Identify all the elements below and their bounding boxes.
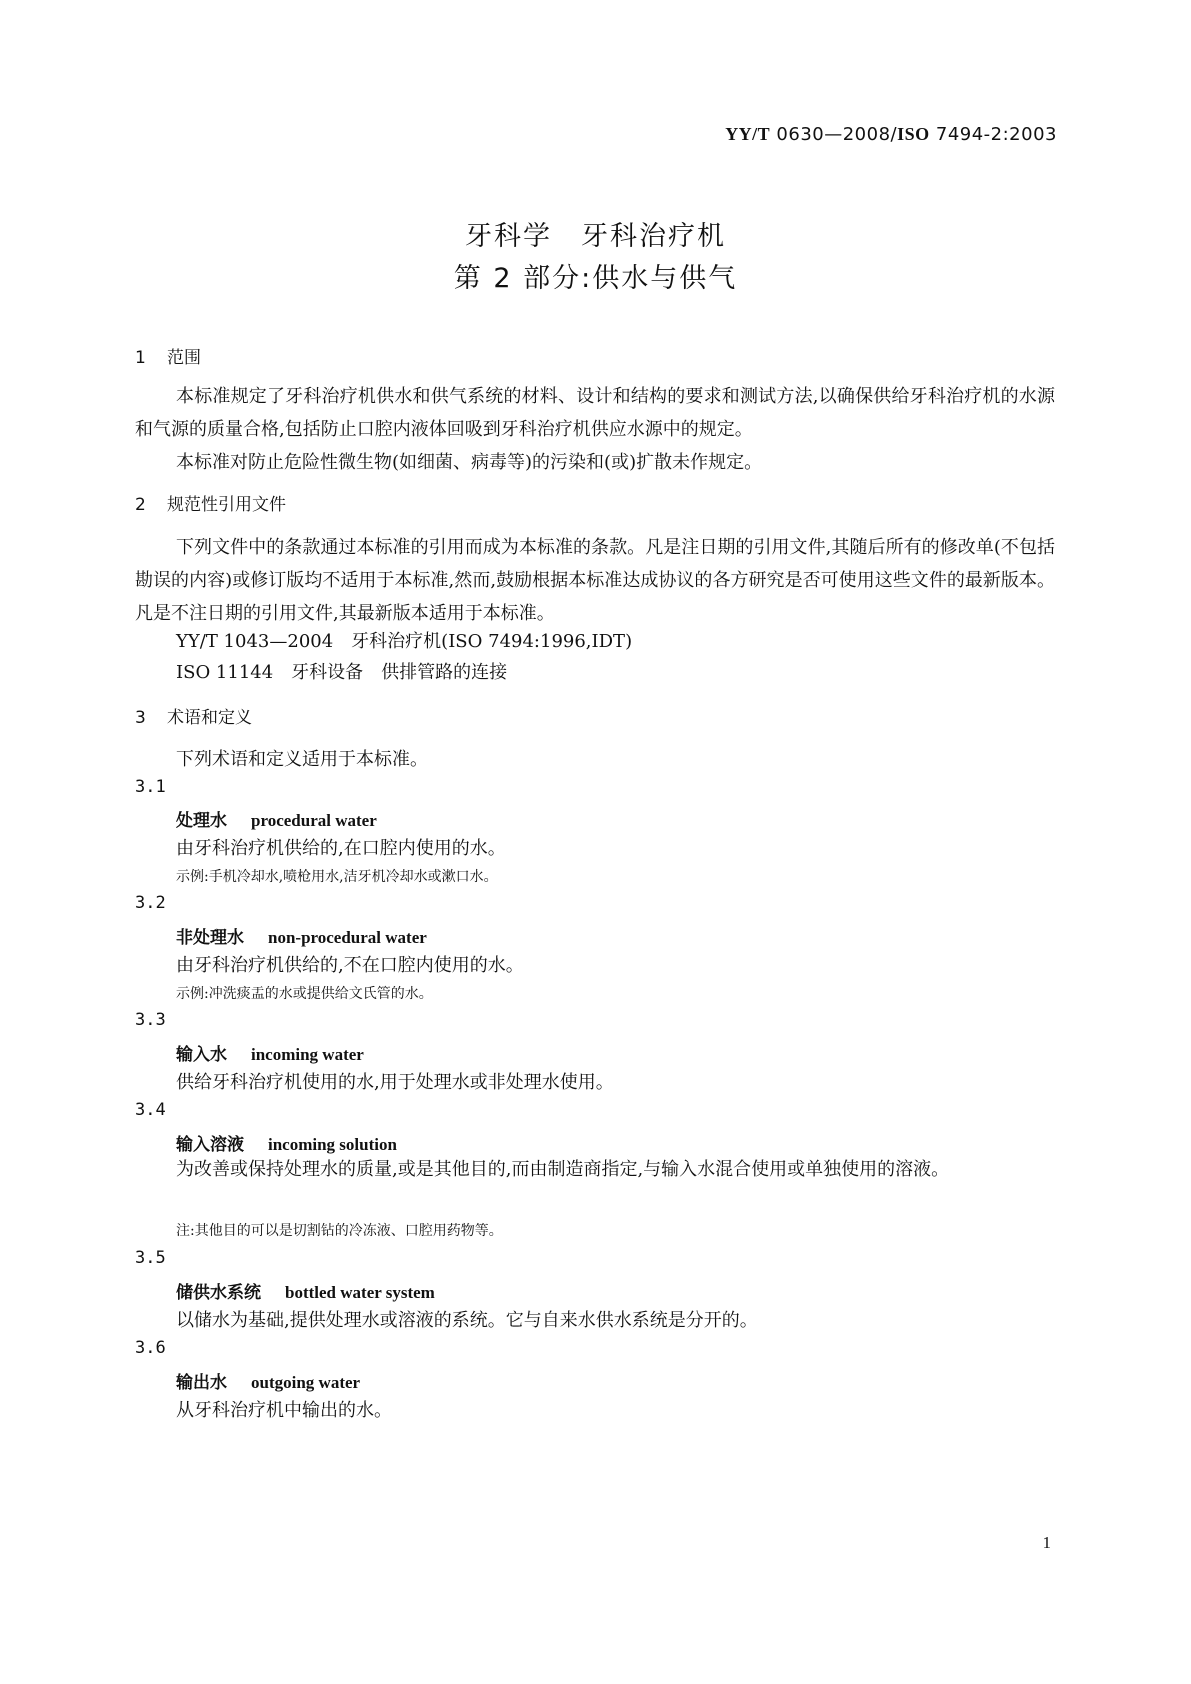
section-1-heading <box>135 343 201 368</box>
term-3-2-example: 示例:冲洗痰盂的水或提供给文氏管的水。 <box>176 986 433 1002</box>
section-1-paragraph-1: 本标准规定了牙科治疗机供水和供气系统的材料、设计和结构的要求和测试方法,以确保供给牙科治疗机的水源和气源的质量合格,包括防止口腔内液体回吸到牙科治疗机供应水源中的规定。 <box>135 386 1055 440</box>
term-3-1-en: procedural water <box>251 811 377 830</box>
reference-2: ISO 11144 牙科设备 供排管路的连接 <box>176 662 508 683</box>
section-3-number: 3 <box>135 708 146 728</box>
code-suffix: 7494-2:2003 <box>929 124 1057 145</box>
term-3-4-note: 注:其他目的可以是切割钻的冷冻液、口腔用药物等。 <box>176 1223 503 1239</box>
term-3-1-heading <box>176 806 377 831</box>
term-3-2-number: 3.2 <box>135 893 166 913</box>
term-3-2-en: non-procedural water <box>268 928 427 947</box>
page-number: 1 <box>1042 1533 1051 1552</box>
section-1-title: 范围 <box>167 348 201 368</box>
section-2-title: 规范性引用文件 <box>167 495 286 515</box>
term-3-6-definition: 从牙科治疗机中输出的水。 <box>176 1400 392 1421</box>
term-3-4-heading <box>176 1130 397 1155</box>
term-3-5-number: 3.5 <box>135 1248 166 1268</box>
term-3-3-definition: 供给牙科治疗机使用的水,用于处理水或非处理水使用。 <box>176 1072 614 1093</box>
term-3-4-number: 3.4 <box>135 1100 166 1120</box>
term-3-5-heading <box>176 1278 435 1303</box>
term-3-3-heading <box>176 1040 364 1065</box>
section-1-number: 1 <box>135 348 146 368</box>
term-3-5-en: bottled water system <box>285 1283 435 1302</box>
term-3-1-definition: 由牙科治疗机供给的,在口腔内使用的水。 <box>176 838 506 859</box>
section-3-title: 术语和定义 <box>167 708 252 728</box>
code-iso: ISO <box>897 124 930 144</box>
document-title-line1: 牙科学 牙科治疗机 <box>465 221 726 252</box>
code-mid: 0630—2008/ <box>770 124 898 145</box>
term-3-2-cn: 非处理水 <box>176 928 244 948</box>
term-3-3-number: 3.3 <box>135 1010 166 1030</box>
term-3-5-cn: 储供水系统 <box>176 1283 261 1303</box>
term-3-4-cn: 输入溶液 <box>176 1135 244 1155</box>
section-2-paragraph-1: 下列文件中的条款通过本标准的引用而成为本标准的条款。凡是注日期的引用文件,其随后所有的修改单(不包括勘误的内容)或修订版均不适用于本标准,然而,鼓励根据本标准达成协议的各方研究是否可使用这些文件的最新版本。凡是不注日期的引用文件,其最新版本适用于本标准。 <box>135 537 1055 624</box>
term-3-2-definition: 由牙科治疗机供给的,不在口腔内使用的水。 <box>176 955 524 976</box>
term-3-1-cn: 处理水 <box>176 811 227 831</box>
term-3-6-heading <box>176 1368 360 1393</box>
section-3-heading <box>135 703 252 728</box>
term-3-2-heading <box>176 923 427 948</box>
term-3-3-en: incoming water <box>251 1045 364 1064</box>
standard-code <box>725 124 1057 145</box>
term-3-1-example: 示例:手机冷却水,喷枪用水,洁牙机冷却水或漱口水。 <box>176 869 498 885</box>
term-3-6-cn: 输出水 <box>176 1373 227 1393</box>
section-3-intro: 下列术语和定义适用于本标准。 <box>176 749 428 770</box>
term-3-4-definition: 为改善或保持处理水的质量,或是其他目的,而由制造商指定,与输入水混合使用或单独使用的溶液。 <box>176 1159 950 1180</box>
term-3-6-en: outgoing water <box>251 1373 361 1392</box>
section-2-heading <box>135 490 286 515</box>
code-prefix: YY/T <box>725 124 771 144</box>
section-1-paragraph-2: 本标准对防止危险性微生物(如细菌、病毒等)的污染和(或)扩散未作规定。 <box>176 452 763 473</box>
term-3-3-cn: 输入水 <box>176 1045 227 1065</box>
term-3-4-en: incoming solution <box>268 1135 397 1154</box>
section-2-number: 2 <box>135 495 146 515</box>
term-3-5-definition: 以储水为基础,提供处理水或溶液的系统。它与自来水供水系统是分开的。 <box>176 1310 758 1331</box>
reference-1: YY/T 1043—2004 牙科治疗机(ISO 7494:1996,IDT) <box>176 631 633 652</box>
document-title-line2: 第 2 部分:供水与供气 <box>453 263 738 294</box>
term-3-6-number: 3.6 <box>135 1338 166 1358</box>
term-3-1-number: 3.1 <box>135 777 166 797</box>
